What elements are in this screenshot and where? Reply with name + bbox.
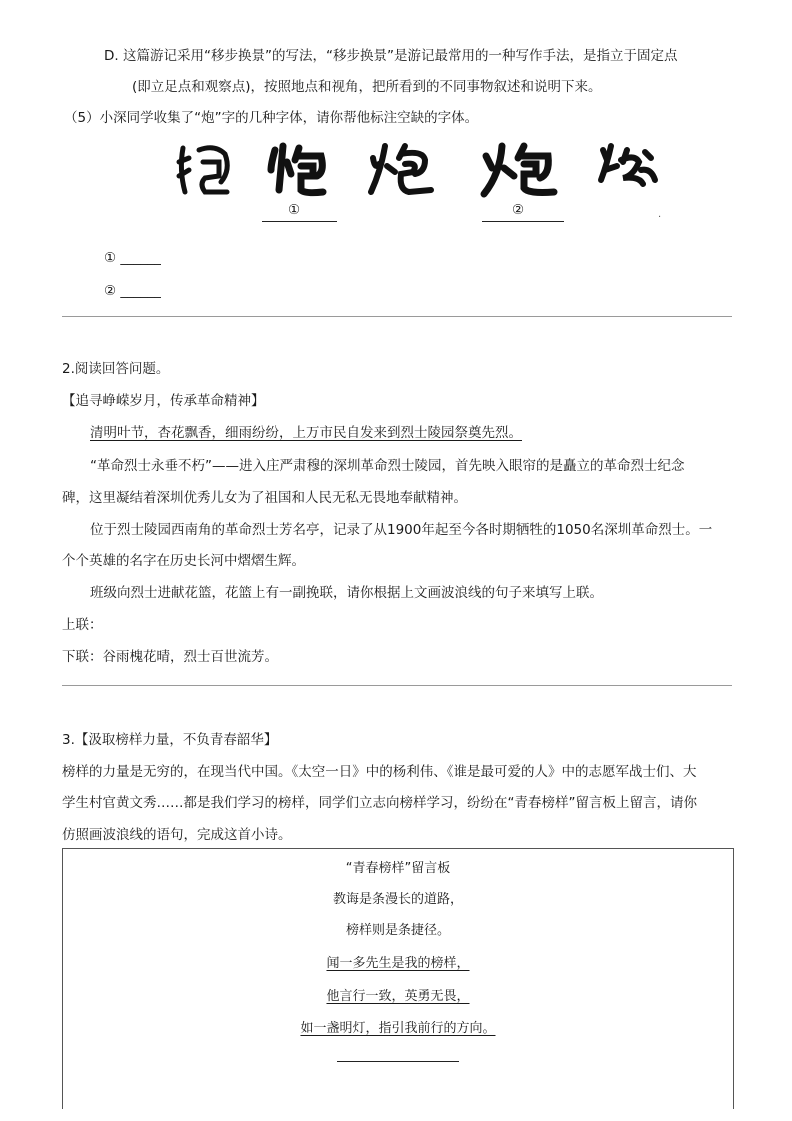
divider-2 <box>62 685 732 686</box>
poem-line-2: 榜样则是条捷径。 <box>345 923 450 938</box>
option-d-line2: (即立足点和观察点)，按照地点和视角，把所看到的不同事物叙述和说明下来。 <box>132 79 602 95</box>
poem-line-4: 他言行一致，英勇无畏， <box>326 989 470 1004</box>
q2-wavy-sentence: 清明叶节，杏花飘香，细雨纷纷，上万市民自发来到烈士陵园祭奠先烈。 <box>90 425 522 441</box>
q3-p1-line2: 学生村官黄文秀……都是我们学习的榜样，同学们立志向榜样学习，纷纷在“青春榜样”留言板上留言，请你 <box>62 795 697 811</box>
q3-p1-line1: 榜样的力量是无穷的，在现当代中国。《太空一日》中的杨利伟、《谁是最可爱的人》中的志愿军战士们、大 <box>62 764 697 780</box>
song-style-glyph <box>478 140 558 200</box>
blank-label-1: ① <box>288 202 301 218</box>
q3-p1-line3: 仿照画波浪线的语句，完成这首小诗。 <box>62 827 292 843</box>
regular-script-glyph <box>265 140 329 200</box>
q2-p2-line2: 碑，这里凝结着深圳优秀儿女为了祖国和人民无私无畏地奉献精神。 <box>62 490 467 506</box>
q2-p2-line1: “革命烈士永垂不朽”——进入庄严肃穆的深圳革命烈士陵园，首先映入眼帘的是矗立的革命烈士纪念 <box>90 458 685 474</box>
answer-1: ① ______ <box>104 250 161 266</box>
running-script-glyph <box>365 140 435 200</box>
cursive-script-glyph <box>595 140 660 200</box>
option-d-line1: D. 这篇游记采用“移步换景”的写法，“移步换景”是游记最常用的一种写作手法，是指立于固定点 <box>104 48 678 64</box>
q2-title: 2.阅读回答问题。 <box>62 361 170 377</box>
couplet-lower: 下联：谷雨槐花晴，烈士百世流芳。 <box>62 649 278 665</box>
q2-p4: 班级向烈士进献花篮，花篮上有一副挽联，请你根据上文画波浪线的句子来填写上联。 <box>90 585 603 601</box>
q2-section-head: 【追寻峥嵘岁月，传承革命精神】 <box>62 393 265 409</box>
q5-prompt: （5）小深同学收集了“炮”字的几种字体，请你帮他标注空缺的字体。 <box>64 110 479 126</box>
divider-1 <box>62 316 732 317</box>
answer-2: ② ______ <box>104 283 161 299</box>
poem-line-5: 如一盏明灯，指引我前行的方向。 <box>300 1021 496 1036</box>
blank-label-2: ② <box>512 202 525 218</box>
message-board <box>62 848 734 1109</box>
q2-p3-line1: 位于烈士陵园西南角的革命烈士芳名亭，记录了从1900年起至今各时期牺牲的1050名深圳革命烈士。一 <box>90 522 713 538</box>
q3-title: 3.【汲取榜样力量，不负青春韶华】 <box>62 732 278 748</box>
couplet-upper: 上联： <box>62 617 103 633</box>
poem-line-3: 闻一多先生是我的榜样， <box>326 956 470 971</box>
poem-line-1: 教诲是条漫长的道路， <box>332 892 463 907</box>
poem-answer-blank[interactable] <box>337 1061 459 1062</box>
seal-script-glyph <box>175 140 235 200</box>
blank-line-1 <box>262 221 337 222</box>
blank-line-2 <box>482 221 564 222</box>
q2-p3-line2: 个个英雄的名字在历史长河中熠熠生辉。 <box>62 553 305 569</box>
dot-mark: · <box>658 212 662 223</box>
board-title: “青春榜样”留言板 <box>345 861 451 876</box>
